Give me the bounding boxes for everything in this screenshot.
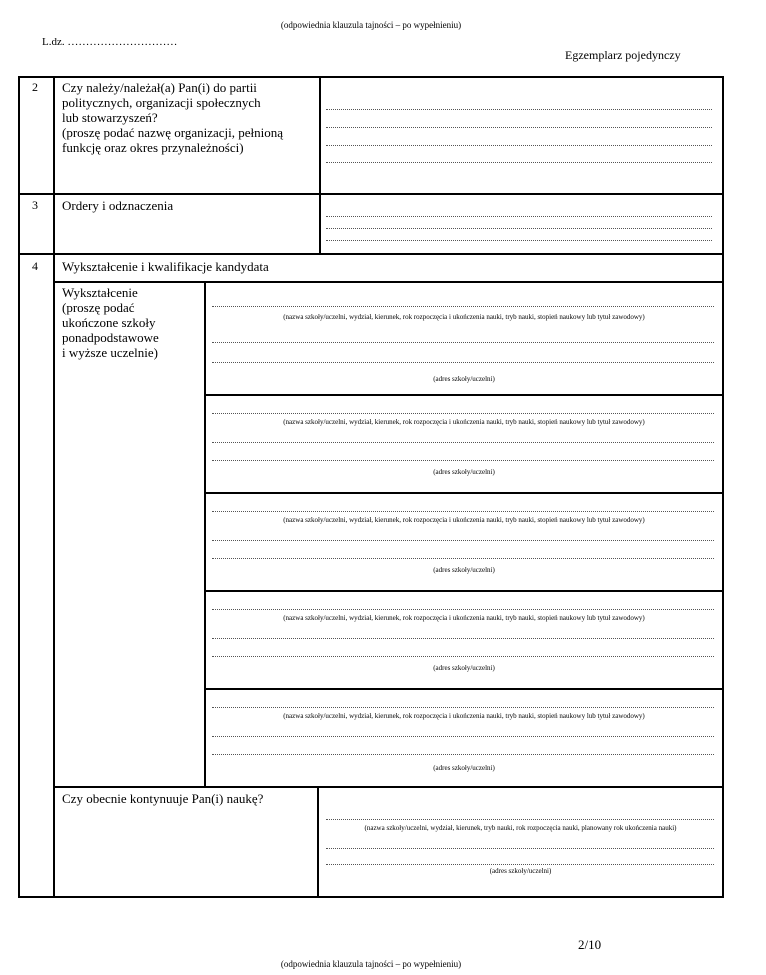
continue-address-line[interactable] xyxy=(326,864,714,865)
row-number-2: 2 xyxy=(32,80,38,94)
address-caption: (adres szkoły/uczelni) xyxy=(433,764,495,772)
edu-line: (proszę podać xyxy=(62,300,135,315)
edu-line: ukończone szkoły xyxy=(62,315,156,330)
address-caption: (adres szkoły/uczelni) xyxy=(433,566,495,574)
row-number-4: 4 xyxy=(32,259,38,273)
school-name-line[interactable] xyxy=(212,609,714,610)
edu-block-separator-3 xyxy=(205,590,723,592)
question-line: politycznych, organizacji społecznych xyxy=(62,95,261,110)
address-caption: (adres szkoły/uczelni) xyxy=(489,867,552,875)
school-name-line[interactable] xyxy=(212,511,714,512)
continue-studies-question: Czy obecnie kontynuuje Pan(i) naukę? xyxy=(62,791,264,806)
address-line[interactable] xyxy=(212,460,714,461)
question-line: funkcję oraz okres przynależności) xyxy=(62,140,244,155)
row-separator-2-3 xyxy=(19,193,723,195)
school-detail-line[interactable] xyxy=(212,342,714,343)
answer-line[interactable] xyxy=(326,240,712,241)
school-caption: (nazwa szkoły/uczelni, wydział, kierunek, rok rozpoczęcia i ukończenia nauki, tryb nauki, stopień naukowy lub tytuł zawodowy) xyxy=(283,614,645,622)
ref-number-field[interactable]: L.dz. ………………………… xyxy=(42,36,178,48)
orders-label: Ordery i odznaczenia xyxy=(62,198,174,213)
school-caption: (nazwa szkoły/uczelni, wydział, kierunek, rok rozpoczęcia i ukończenia nauki, tryb nauki, stopień naukowy lub tytuł zawodowy) xyxy=(283,418,645,426)
question-line: Czy należy/należał(a) Pan(i) do partii xyxy=(62,80,257,95)
education-section-label: Wykształcenie i kwalifikacje kandydata xyxy=(62,259,269,274)
address-caption: (adres szkoły/uczelni) xyxy=(433,375,495,383)
classification-clause-bottom: (odpowiednia klauzula tajności – po wypełnieniu) xyxy=(280,959,462,969)
edu-block-separator-2 xyxy=(205,492,723,494)
school-caption: (nazwa szkoły/uczelni, wydział, kierunek, rok rozpoczęcia i ukończenia nauki, tryb nauki, stopień naukowy lub tytuł zawodowy) xyxy=(283,712,645,720)
school-name-line[interactable] xyxy=(212,306,714,307)
answer-line[interactable] xyxy=(326,109,712,110)
row-number-3: 3 xyxy=(32,198,38,212)
continue-school-line[interactable] xyxy=(326,819,714,820)
address-line[interactable] xyxy=(212,754,714,755)
address-line[interactable] xyxy=(212,362,714,363)
school-detail-line[interactable] xyxy=(212,540,714,541)
answer-line[interactable] xyxy=(326,162,712,163)
continue-caption: (nazwa szkoły/uczelni, wydział, kierunek, tryb nauki, rok rozpoczęcia nauki, planowany rok ukończenia nauki) xyxy=(364,824,677,832)
edu-block-separator-1 xyxy=(205,394,723,396)
page-number: 2/10 xyxy=(578,937,602,952)
answer-line[interactable] xyxy=(326,228,712,229)
address-caption: (adres szkoły/uczelni) xyxy=(433,468,495,476)
edu-line: Wykształcenie xyxy=(62,285,138,300)
school-name-line[interactable] xyxy=(212,707,714,708)
question-line: (proszę podać nazwę organizacji, pełnioną xyxy=(62,125,284,140)
education-label xyxy=(62,285,159,360)
edu-continue-separator xyxy=(54,786,723,788)
party-membership-question xyxy=(62,80,283,155)
school-caption: (nazwa szkoły/uczelni, wydział, kierunek, rok rozpoczęcia i ukończenia nauki, tryb nauki, stopień naukowy lub tytuł zawodowy) xyxy=(283,516,645,524)
school-caption: (nazwa szkoły/uczelni, wydział, kierunek, rok rozpoczęcia i ukończenia nauki, tryb nauki, stopień naukowy lub tytuł zawodowy) xyxy=(283,313,645,321)
address-line[interactable] xyxy=(212,558,714,559)
school-detail-line[interactable] xyxy=(212,638,714,639)
answer-line[interactable] xyxy=(326,145,712,146)
classification-clause-top: (odpowiednia klauzula tajności – po wypełnieniu) xyxy=(280,20,462,30)
answer-line[interactable] xyxy=(326,127,712,128)
number-column-divider xyxy=(53,77,55,897)
copy-label: Egzemplarz pojedynczy xyxy=(565,48,681,62)
answer-line[interactable] xyxy=(326,216,712,217)
row4-header-separator xyxy=(54,281,723,283)
edu-line: ponadpodstawowe xyxy=(62,330,159,345)
continue-column-divider xyxy=(317,787,319,897)
answer-column-divider xyxy=(319,77,321,254)
row-separator-3-4 xyxy=(19,253,723,255)
question-line: lub stowarzyszeń? xyxy=(62,110,158,125)
edu-block-separator-4 xyxy=(205,688,723,690)
school-detail-line[interactable] xyxy=(212,442,714,443)
continue-detail-line[interactable] xyxy=(326,848,714,849)
edu-line: i wyższe uczelnie) xyxy=(62,345,159,360)
address-line[interactable] xyxy=(212,656,714,657)
address-caption: (adres szkoły/uczelni) xyxy=(433,664,495,672)
school-detail-line[interactable] xyxy=(212,736,714,737)
school-name-line[interactable] xyxy=(212,413,714,414)
